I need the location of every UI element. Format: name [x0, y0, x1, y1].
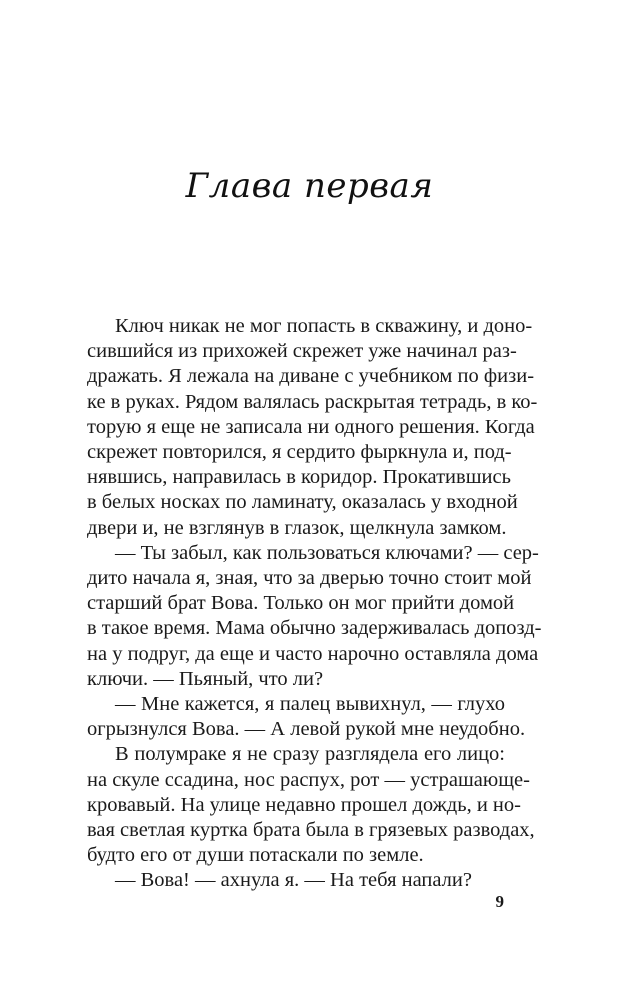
text-line: на скуле ссадина, нос распух, рот — устрашающе- [87, 768, 530, 791]
text-line: кровавый. На улице недавно прошел дождь, и но- [87, 793, 521, 816]
text-line: вая светлая куртка брата была в грязевых разводах, [87, 819, 535, 842]
text-line: дражать. Я лежала на диване с учебником по физи- [87, 365, 535, 388]
text-line: — Мне кажется, я палец вывихнул, — глухо [115, 693, 505, 716]
text-line: дито начала я, зная, что за дверью точно стоит мой [87, 567, 532, 590]
text-line: огрызнулся Вова. — А левой рукой мне неудобно. [87, 718, 526, 741]
text-line: скрежет повторился, я сердито фыркнула и, под- [87, 441, 512, 464]
text-line: нявшись, направилась в коридор. Прокатившись [87, 466, 511, 489]
body-text [87, 314, 542, 894]
text-line: старший брат Вова. Только он мог прийти домой [87, 592, 515, 615]
text-line: будто его от души потаскали по земле. [87, 844, 424, 867]
page-number: 9 [495, 892, 504, 911]
text-line: В полумраке я не сразу разглядела его лицо: [115, 743, 505, 766]
text-line: — Ты забыл, как пользоваться ключами? — сер- [115, 541, 539, 564]
text-line: на у подруг, да еще и часто нарочно оставляла дома [87, 642, 539, 665]
text-line: ке в руках. Рядом валялась раскрытая тетрадь, в ко- [87, 390, 538, 413]
text-line: ключи. — Пьяный, что ли? [87, 667, 324, 690]
text-line: двери и, не взглянув в глазок, щелкнула замком. [87, 516, 507, 539]
text-line: — Вова! — ахнула я. — На тебя напали? [115, 869, 472, 892]
text-line: в белых носках по ламинату, оказалась у входной [87, 491, 518, 514]
chapter-title: Глава первая [185, 166, 434, 206]
text-line: сившийся из прихожей скрежет уже начинал раз- [87, 340, 517, 363]
text-line: Ключ никак не мог попасть в скважину, и доно- [115, 315, 533, 337]
text-line: торую я еще не записала ни одного решения. Когда [87, 415, 535, 438]
text-line: в такое время. Мама обычно задерживалась допозд- [87, 617, 542, 640]
